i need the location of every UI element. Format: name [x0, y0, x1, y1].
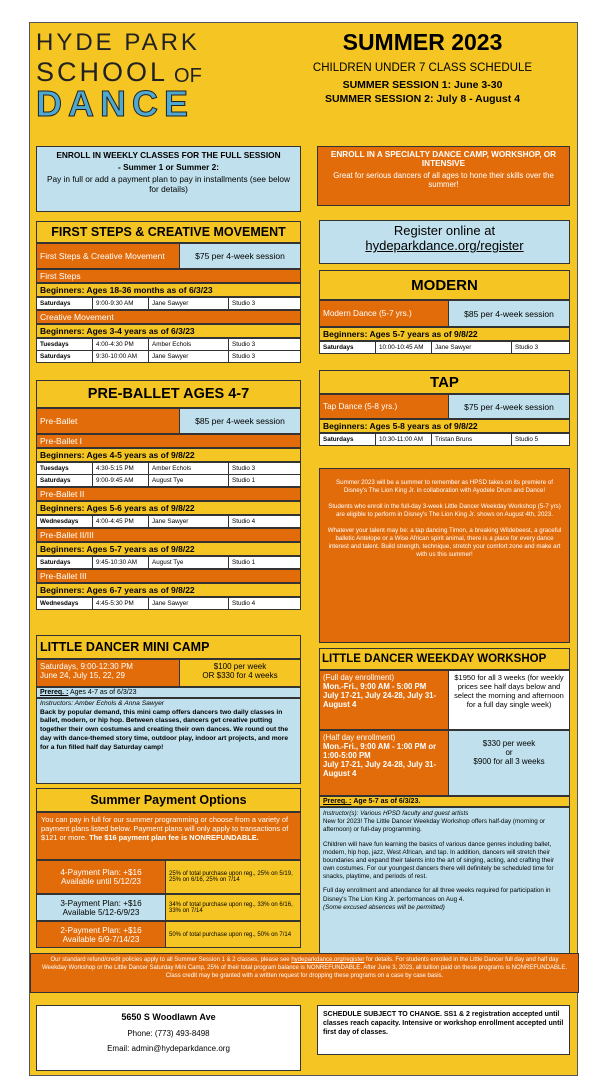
schedule-row — [37, 557, 301, 569]
schedule-studio-cell: Studio 3 — [512, 342, 570, 354]
workshop-half-day-row — [319, 730, 570, 796]
schedule-studio-cell: Studio 3 — [229, 298, 301, 310]
pre-ballet-level-schedule — [36, 515, 301, 528]
enroll-specialty-desc: Great for serious dancers of all ages to hone their skills over the summer! — [333, 171, 554, 189]
schedule-change-notice — [317, 1005, 570, 1055]
pre-ballet-level-subheading: Pre-Ballet II — [36, 487, 301, 501]
schedule-day-cell: Saturdays — [320, 342, 376, 354]
payment-intro-text: You can pay in full for our summer programming or choose from a variety of payment plans listed below. Payment plans will only apply to transactions of $121 or more. — [41, 815, 289, 842]
pre-ballet-level-age: Beginners: Ages 5-7 years as of 9/8/22 — [36, 542, 301, 556]
mini-camp-date-list: June 24, July 15, 22, 29 — [40, 671, 125, 680]
workshop-desc-4: (Some excused absences will be permitted) — [323, 903, 445, 911]
payment-options-section — [36, 788, 301, 948]
modern-price: $85 per 4-week session — [448, 301, 569, 326]
workshop-instructors: Instructor(s): Various HPSD faculty and guest artists — [323, 810, 469, 817]
payment-fee-note: The $16 payment plan fee is NONREFUNDABLE. — [89, 833, 259, 842]
announcement-paragraph-3: Whatever your talent may be: a tap dancing Timon, a breaking Wildebeest, a graceful balletic Antelope or a Wise African spirit animal, there is a place for every dance interest and talent. Build strength, technique, stretch your comfort zone and make art with us this summer! — [327, 527, 562, 559]
pre-ballet-level-schedule — [36, 597, 301, 610]
mini-camp-price-weekly: $100 per week — [213, 662, 267, 671]
pre-ballet-groups — [36, 434, 301, 610]
pre-ballet-level-schedule — [36, 556, 301, 569]
workshop-desc-1: New for 2023! The Little Dancer Weekday Workshop offers half-day (morning or afternoon) or full-day programming. — [323, 818, 546, 834]
payment-plan-name — [37, 922, 165, 947]
payment-plan-availability: Available 6/9-7/14/23 — [62, 934, 140, 944]
pre-ballet-section — [36, 380, 301, 610]
register-text: Register online at — [393, 223, 496, 238]
schedule-studio-cell: Studio 3 — [229, 351, 301, 363]
policy-link[interactable]: hydeparkdance.org/register — [291, 957, 365, 963]
workshop-full-day-price-text: $1950 for all 3 weeks (for weekly prices see half days below and select the morning and afternoon for a full day single week) — [454, 673, 564, 709]
schedule-time-cell: 4:45-5:30 PM — [93, 598, 149, 610]
pre-ballet-level-age: Beginners: Ages 6-7 years as of 9/8/22 — [36, 583, 301, 597]
payment-plan-row — [36, 860, 301, 894]
payment-plan-title: 3-Payment Plan: +$16 — [60, 898, 142, 908]
enroll-weekly-line-1: ENROLL IN WEEKLY CLASSES FOR THE FULL SESSION — [56, 150, 281, 160]
schedule-row — [37, 463, 301, 475]
session-2-dates: SUMMER SESSION 2: July 8 - August 4 — [324, 93, 521, 105]
workshop-half-day-info — [320, 731, 448, 795]
first-steps-price: $75 per 4-week session — [179, 244, 300, 268]
pre-ballet-heading: PRE-BALLET AGES 4-7 — [36, 380, 301, 408]
workshop-full-day-dates: July 17-21, July 24-28, July 31-August 4 — [323, 691, 437, 709]
workshop-half-day-price-weekly: $330 per week — [482, 739, 536, 748]
workshop-full-day-info — [320, 671, 448, 729]
schedule-day-cell: Tuesdays — [37, 339, 93, 351]
creative-movement-age: Beginners: Ages 3-4 years as of 6/3/23 — [36, 324, 301, 338]
payment-plan-row — [36, 894, 301, 921]
workshop-half-day-dates: July 17-21, July 24-28, July 31-August 4 — [323, 760, 437, 778]
payment-plan-terms: 50% of total purchase upon reg., 50% on 7/14 — [165, 922, 300, 947]
schedule-time-cell: 9:45-10:30 AM — [93, 557, 149, 569]
session-1-dates: SUMMER SESSION 1: June 3-30 — [342, 79, 503, 91]
modern-schedule — [319, 341, 570, 354]
pre-ballet-level-subheading: Pre-Ballet I — [36, 434, 301, 448]
first-steps-subheading: First Steps — [36, 269, 301, 283]
tap-schedule — [319, 433, 570, 446]
enroll-weekly-box — [36, 146, 301, 212]
announcement-paragraph-2: Students who enroll in the full-day 3-week Little Dancer Weekday Workshop (5-7 yrs) are eligible to perform in Disney's The Lion King Jr. shows on August 4th, 2023. — [328, 503, 561, 519]
mini-camp-dates — [37, 660, 179, 686]
schedule-row — [37, 339, 301, 351]
schedule-studio-cell: Studio 3 — [229, 463, 301, 475]
mini-camp-section — [36, 635, 301, 784]
modern-course-row — [319, 300, 570, 327]
enroll-weekly-line-2: - Summer 1 or Summer 2: — [118, 162, 219, 172]
payment-intro — [36, 812, 301, 860]
schedule-row — [37, 516, 301, 528]
workshop-prereq-value: Age 5-7 as of 6/3/23. — [353, 798, 421, 805]
schedule-time-cell: 9:30-10:00 AM — [93, 351, 149, 363]
workshop-half-day-price — [448, 731, 569, 795]
pre-ballet-level-subheading: Pre-Ballet II/III — [36, 528, 301, 542]
workshop-half-day-title: (Half day enrollment) — [323, 733, 396, 742]
page-subtitle: CHILDREN UNDER 7 CLASS SCHEDULE — [312, 62, 533, 74]
enroll-weekly-line-3: Pay in full or add a payment plan to pay in installments (see below for details) — [46, 174, 291, 194]
workshop-full-day-row — [319, 670, 570, 730]
schedule-day-cell: Tuesdays — [37, 463, 93, 475]
first-steps-course-name: First Steps & Creative Movement — [40, 251, 165, 261]
schedule-time-cell: 4:00-4:30 PM — [93, 339, 149, 351]
prereq-label: Prereq. : — [40, 689, 69, 696]
schedule-instructor-cell: August Tye — [149, 475, 229, 487]
schedule-studio-cell: Studio 1 — [229, 557, 301, 569]
first-steps-age: Beginners: Ages 18-36 months as of 6/3/23 — [36, 283, 301, 297]
schedule-change-text: SCHEDULE SUBJECT TO CHANGE. SS1 & 2 registration accepted until classes reach capacity. Intensive or workshop enrollment accepted until first day of classes. — [323, 1011, 564, 1037]
tap-course-row — [319, 394, 570, 419]
policy-banner — [30, 953, 579, 993]
register-link[interactable]: hydeparkdance.org/register — [365, 238, 524, 253]
modern-course-name: Modern Dance (5-7 yrs.) — [323, 309, 412, 318]
prereq-value: Ages 4-7 as of 6/3/23 — [69, 689, 137, 696]
schedule-instructor-cell: Jane Sawyer — [149, 598, 229, 610]
contact-email[interactable]: Email: admin@hydeparkdance.org — [107, 1044, 230, 1054]
mini-camp-price-total: OR $330 for 4 weeks — [202, 671, 278, 680]
logo-line-2: SCHOOL — [36, 57, 169, 87]
schedule-time-cell: 4:30-5:15 PM — [93, 463, 149, 475]
payment-plan-title: 4-Payment Plan: +$16 — [60, 868, 142, 877]
schedule-row — [320, 434, 570, 446]
schedule-instructor-cell: Jane Sawyer — [432, 342, 512, 354]
schedule-day-cell: Saturdays — [37, 475, 93, 487]
payment-plan-name — [37, 895, 165, 920]
first-steps-section — [36, 221, 301, 363]
schedule-row — [320, 342, 570, 354]
flyer — [29, 22, 578, 1076]
modern-age: Beginners: Ages 5-7 years as of 9/8/22 — [319, 327, 570, 341]
schedule-studio-cell: Studio 4 — [229, 516, 301, 528]
pre-ballet-level-schedule — [36, 462, 301, 487]
pre-ballet-level-subheading: Pre-Ballet III — [36, 569, 301, 583]
workshop-prereq-label: Prereq. : — [323, 798, 352, 805]
workshop-desc-2: Children will have fun learning the basics of various dance genres including ballet, modern, hip hop, jazz, West African, and tap. In addition, dancers will stretch their boundaries and expand their talents into the art of singing, acting, and crafting their own costumes. For our youngest dancers there will definitely be scheduled time for snacks, playtime, and periods of rest. — [323, 840, 555, 881]
first-steps-heading: FIRST STEPS & CREATIVE MOVEMENT — [36, 221, 301, 243]
schedule-instructor-cell: Amber Echols — [149, 463, 229, 475]
workshop-half-day-or: or — [505, 748, 513, 757]
first-steps-schedule — [36, 297, 301, 310]
payment-plan-title: 2-Payment Plan: +$16 — [60, 925, 142, 935]
schedule-row — [37, 475, 301, 487]
schedule-day-cell: Saturdays — [37, 557, 93, 569]
schedule-instructor-cell: Jane Sawyer — [149, 351, 229, 363]
tap-price: $75 per 4-week session — [448, 395, 569, 418]
pre-ballet-price: $85 per 4-week session — [179, 409, 300, 433]
mini-camp-description — [36, 698, 301, 784]
pre-ballet-level-age: Beginners: Ages 5-6 years as of 9/8/22 — [36, 501, 301, 515]
schedule-day-cell: Saturdays — [37, 351, 93, 363]
logo-line-2-of: OF — [174, 65, 202, 87]
school-logo — [36, 29, 268, 124]
schedule-time-cell: 9:00-9:45 AM — [93, 475, 149, 487]
schedule-day-cell: Saturdays — [37, 298, 93, 310]
schedule-day-cell: Wednesdays — [37, 516, 93, 528]
schedule-instructor-cell: Jane Sawyer — [149, 298, 229, 310]
page-title: SUMMER 2023 — [342, 29, 503, 55]
tap-course-name: Tap Dance (5-8 yrs.) — [323, 402, 398, 411]
payment-plan-name — [37, 861, 165, 893]
payment-plan-row — [36, 921, 301, 948]
announcement-paragraph-1: Summer 2023 will be a summer to remember as HPSD takes on its premiere of Disney's The Lion King Jr. in collaboration with Ayodele Drum and Dance! — [336, 479, 553, 495]
workshop-half-day-time: Mon.-Fri., 9:00 AM - 1:00 PM or 1:00-5:00 PM — [323, 742, 437, 760]
schedule-time-cell: 10:30-11:00 AM — [376, 434, 432, 446]
logo-line-1: HYDE PARK — [36, 29, 200, 56]
mini-camp-row — [36, 659, 301, 687]
schedule-row — [37, 598, 301, 610]
policy-text-cont: for details. For students enrolled in the Little Dancer full day and half day Weekday Workshop or the Little Dancer Saturday Mini Camp, 25% of their total program balance is NONREFUNDABLE. After June 3, 2023, all tuition paid on these programs is NONREFUNDABLE. Class credit may be granted with a written request for dropping these programs on a case by case basis. — [41, 957, 567, 980]
schedule-instructor-cell: August Tye — [149, 557, 229, 569]
schedule-time-cell: 10:00-10:45 AM — [376, 342, 432, 354]
weekday-workshop-section — [319, 648, 570, 969]
pre-ballet-course-name: Pre-Ballet — [40, 416, 78, 426]
mini-camp-desc-text: Back by popular demand, this mini camp offers dancers two daily classes in ballet, modern, or hip hop. Between classes, dancers get creative putting together their own costumes and creating their own dances. We round out the day with dance-themed story time, outdoor play, indoor art projects, and more for a fun filled half day Saturday camp! — [40, 708, 289, 751]
schedule-studio-cell: Studio 4 — [229, 598, 301, 610]
schedule-instructor-cell: Amber Echols — [149, 339, 229, 351]
tap-heading: TAP — [319, 370, 570, 394]
enroll-specialty-title: ENROLL IN A SPECIALTY DANCE CAMP, WORKSHOP, OR INTENSIVE — [330, 150, 557, 168]
payment-plan-availability: Available 5/12-6/9/23 — [62, 907, 140, 917]
tap-section — [319, 370, 570, 446]
mini-camp-prereq — [36, 687, 301, 698]
workshop-prereq — [319, 796, 570, 807]
payment-plan-terms: 25% of total purchase upon reg., 25% on 5/19, 25% on 6/16, 25% on 7/14 — [165, 861, 300, 893]
workshop-description — [319, 807, 570, 969]
mini-camp-price — [179, 660, 300, 686]
contact-box — [36, 1005, 301, 1071]
workshop-heading: LITTLE DANCER WEEKDAY WORKSHOP — [319, 648, 570, 670]
schedule-studio-cell: Studio 1 — [229, 475, 301, 487]
schedule-day-cell: Saturdays — [320, 434, 376, 446]
workshop-full-day-price — [448, 671, 569, 729]
contact-address: 5650 S Woodlawn Ave — [121, 1012, 216, 1022]
creative-movement-subheading: Creative Movement — [36, 310, 301, 324]
workshop-half-day-price-total: $900 for all 3 weeks — [473, 757, 545, 766]
contact-phone[interactable]: Phone: (773) 493-8498 — [127, 1029, 210, 1039]
first-steps-course-row — [36, 243, 301, 269]
schedule-studio-cell: Studio 5 — [512, 434, 570, 446]
schedule-time-cell: 4:00-4:45 PM — [93, 516, 149, 528]
summer-announcement — [319, 468, 570, 643]
tap-age: Beginners: Ages 5-8 years as of 9/8/22 — [319, 419, 570, 433]
mini-camp-heading: LITTLE DANCER MINI CAMP — [36, 635, 301, 659]
payment-heading: Summer Payment Options — [36, 788, 301, 812]
schedule-time-cell: 9:00-9:30 AM — [93, 298, 149, 310]
workshop-desc-3: Full day enrollment and attendance for all three weeks required for participation in Disney's The Lion King Jr. performances on Aug 4. — [323, 887, 551, 903]
pre-ballet-course-row — [36, 408, 301, 434]
schedule-day-cell: Wednesdays — [37, 598, 93, 610]
policy-text: Our standard refund/credit policies apply to all Summer Session 1 & 2 classes, please see — [50, 957, 292, 963]
schedule-instructor-cell: Jane Sawyer — [149, 516, 229, 528]
mini-camp-days: Saturdays, 9:00-12:30 PM — [40, 662, 133, 671]
workshop-full-day-title: (Full day enrollment) — [323, 673, 395, 682]
schedule-instructor-cell: Tristan Bruns — [432, 434, 512, 446]
pre-ballet-level-age: Beginners: Ages 4-5 years as of 9/8/22 — [36, 448, 301, 462]
payment-plan-availability: Available until 5/12/23 — [61, 877, 141, 886]
payment-plan-terms: 34% of total purchase upon reg., 33% on 6/16, 33% on 7/14 — [165, 895, 300, 920]
enroll-specialty-box — [317, 146, 570, 206]
modern-heading: MODERN — [319, 270, 570, 300]
payment-plans — [36, 860, 301, 948]
modern-section — [319, 270, 570, 354]
mini-camp-instructors: Instructors: Amber Echols & Anna Sawyer — [40, 700, 165, 707]
header-title-block — [270, 29, 575, 105]
logo-line-3: DANCE — [36, 83, 195, 124]
creative-movement-schedule — [36, 338, 301, 363]
register-online-box — [319, 220, 570, 264]
workshop-full-day-time: Mon.-Fri., 9:00 AM - 5:00 PM — [323, 682, 427, 691]
schedule-studio-cell: Studio 3 — [229, 339, 301, 351]
schedule-row — [37, 298, 301, 310]
schedule-row — [37, 351, 301, 363]
